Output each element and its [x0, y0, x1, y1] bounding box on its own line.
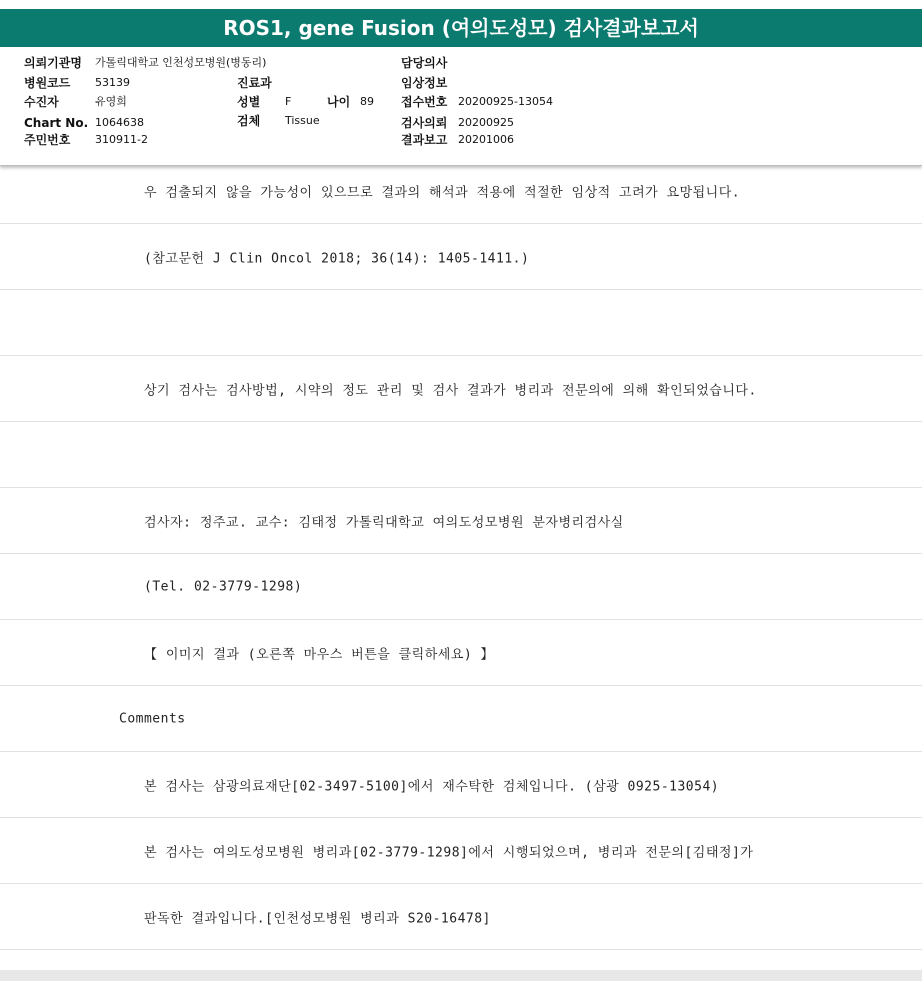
hospital-code-label: 병원코드 — [24, 76, 71, 90]
image-result-hint: 【 이미지 결과 (오른쪽 마우스 버튼을 클릭하세요) 】 — [144, 647, 495, 662]
report-title: ROS1, gene Fusion (여의도성모) 검사결과보고서 — [0, 9, 922, 47]
comments-heading: Comments — [119, 711, 186, 726]
sex-label: 성별 — [237, 95, 261, 109]
receipt-no-label: 접수번호 — [401, 95, 448, 109]
result-row-text: 상기 검사는 검사방법, 시약의 정도 관리 및 검사 결과가 병리과 전문의에 의해 확인되었습니다. — [144, 383, 757, 398]
chart-no-value: 1064638 — [95, 116, 144, 129]
institution-label: 의뢰기관명 — [24, 56, 82, 70]
resident-no-label: 주민번호 — [24, 133, 71, 147]
result-row — [0, 356, 922, 422]
result-row — [0, 620, 922, 686]
recipient-value: 유영희 — [95, 95, 127, 108]
dept-label: 진료과 — [237, 76, 272, 90]
receipt-no-value: 20200925-13054 — [458, 95, 553, 108]
result-row-text: 본 검사는 삼광의료재단[02-3497-5100]에서 재수탁한 검체입니다. (삼광 0925-13054) — [144, 779, 720, 794]
result-row-text: (참고문헌 J Clin Oncol 2018; 36(14): 1405-1411.) — [144, 251, 530, 266]
institution-value: 가톨릭대학교 인천성모병원(병동리) — [95, 56, 267, 69]
patient-info-header — [0, 47, 922, 166]
chart-no-label: Chart No. — [24, 116, 89, 130]
hospital-code-value: 53139 — [95, 76, 130, 89]
result-row — [0, 166, 922, 224]
sex-value: F — [285, 95, 292, 108]
result-row — [0, 884, 922, 950]
recipient-label: 수진자 — [24, 95, 59, 109]
request-date-label: 검사의뢰 — [401, 116, 448, 130]
result-row — [0, 818, 922, 884]
result-row-text: 우 검출되지 않을 가능성이 있으므로 결과의 해석과 적용에 적절한 임상적 고려가 요망됩니다. — [144, 185, 741, 200]
clinical-info-label: 임상정보 — [401, 76, 448, 90]
report-date-label: 결과보고 — [401, 133, 448, 147]
age-label: 나이 — [327, 95, 351, 109]
specimen-label: 검체 — [237, 114, 261, 128]
result-row-text: 판독한 결과입니다.[인천성모병원 병리과 S20-16478] — [144, 911, 491, 926]
result-row — [0, 488, 922, 554]
result-row — [0, 752, 922, 818]
result-row — [0, 290, 922, 356]
result-row — [0, 422, 922, 488]
result-row — [0, 686, 922, 752]
report-date-value: 20201006 — [458, 133, 514, 146]
result-body — [0, 166, 922, 981]
specimen-value: Tissue — [285, 114, 320, 127]
resident-no-value: 310911-2 — [95, 133, 148, 146]
result-row-text: 검사자: 정주교. 교수: 김태정 가톨릭대학교 여의도성모병원 분자병리검사실 — [144, 515, 624, 530]
age-value: 89 — [360, 95, 374, 108]
result-row — [0, 554, 922, 620]
bottom-scroll-strip — [0, 970, 922, 981]
result-row-text: (Tel. 02-3779-1298) — [144, 579, 303, 594]
doctor-label: 담당의사 — [401, 56, 448, 70]
result-row — [0, 224, 922, 290]
result-row-text: 본 검사는 여의도성모병원 병리과[02-3779-1298]에서 시행되었으며, 병리과 전문의[김태정]가 — [144, 845, 754, 860]
request-date-value: 20200925 — [458, 116, 514, 129]
